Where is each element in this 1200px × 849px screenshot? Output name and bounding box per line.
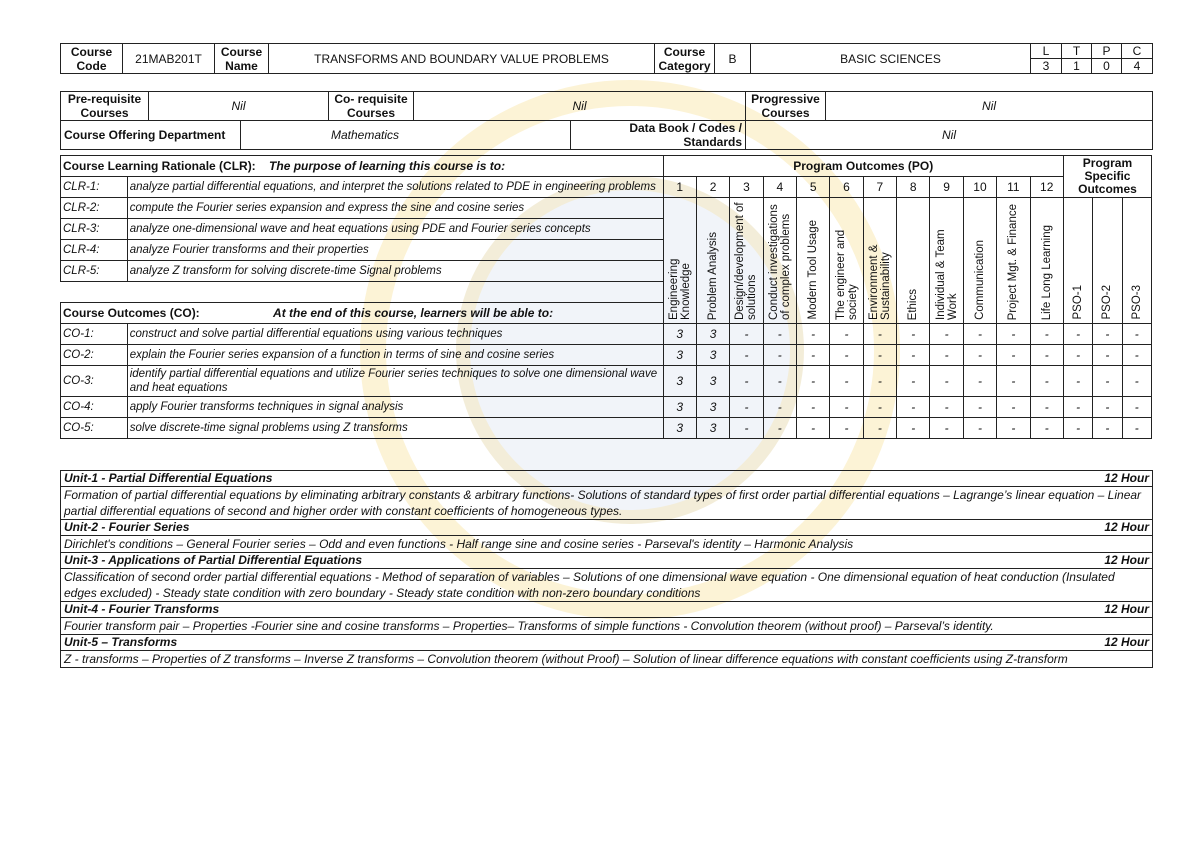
clr-title: Course Learning Rationale (CLR):	[63, 159, 256, 173]
ltpc-label-t: T	[1062, 44, 1092, 59]
co-mapping-cell: -	[1122, 366, 1151, 397]
co-mapping-cell: -	[830, 397, 863, 418]
co-text: identify partial differential equations and utilize Fourier series techniques to solve one dimensional wave and heat equations	[127, 366, 663, 397]
co-mapping-cell: -	[1030, 345, 1063, 366]
co-subtitle: At the end of this course, learners will be able to:	[273, 306, 554, 320]
co-mapping-cell: 3	[696, 397, 729, 418]
co-mapping-cell: -	[1030, 418, 1063, 439]
co-mapping-cell: -	[897, 345, 930, 366]
co-mapping-cell: -	[1122, 345, 1151, 366]
po-number: 9	[930, 177, 963, 198]
po-label: Conduct investigations of complex problems	[763, 198, 796, 324]
unit-hours: 12 Hour	[1071, 635, 1153, 651]
unit-header-row	[61, 635, 1153, 651]
co-mapping-cell: -	[963, 366, 996, 397]
co-code: CO-5:	[61, 418, 128, 439]
co-mapping-cell: -	[1063, 418, 1092, 439]
po-label: Life Long Learning	[1030, 198, 1063, 324]
co-mapping-cell: -	[897, 418, 930, 439]
unit-body: Formation of partial differential equations by eliminating arbitrary constants & arbitrary functions- Solutions of standard types of first order partial differential equations – Lagrange’s linear equation – Linear partial differential equations of second and higher order with constant coefficients of homogeneous types.	[61, 487, 1153, 520]
co-mapping-cell: -	[930, 345, 963, 366]
co-mapping-cell: -	[763, 324, 796, 345]
co-mapping-cell: -	[997, 324, 1030, 345]
po-number: 8	[897, 177, 930, 198]
co-mapping-cell: -	[1093, 366, 1122, 397]
progressive-label: Progressive Courses	[746, 92, 826, 121]
pso-label: PSO-2	[1093, 198, 1122, 324]
course-category: B	[715, 44, 751, 74]
co-mapping-cell: -	[963, 418, 996, 439]
co-text: explain the Fourier series expansion of a function in terms of sine and cosine series	[127, 345, 663, 366]
co-mapping-cell: -	[897, 324, 930, 345]
category-name: BASIC SCIENCES	[751, 44, 1031, 74]
co-mapping-cell: -	[863, 345, 896, 366]
unit-body-row	[61, 487, 1153, 520]
po-number: 5	[796, 177, 829, 198]
co-mapping-cell: -	[1093, 345, 1122, 366]
pso-label: PSO-1	[1063, 198, 1092, 324]
coreq-value: Nil	[414, 92, 746, 121]
clr-code: CLR-4:	[61, 240, 128, 261]
unit-body-row	[61, 536, 1153, 553]
po-number: 6	[830, 177, 863, 198]
co-row	[61, 418, 1152, 439]
co-mapping-cell: -	[830, 345, 863, 366]
po-label: Project Mgt. & Finance	[997, 198, 1030, 324]
co-mapping-cell: 3	[696, 418, 729, 439]
unit-title: Unit-2 - Fourier Series	[61, 520, 1071, 536]
co-code: CO-1:	[61, 324, 128, 345]
co-mapping-cell: 3	[663, 418, 696, 439]
co-mapping-cell: -	[997, 397, 1030, 418]
clr-text: compute the Fourier series expansion and express the sine and cosine series	[127, 198, 663, 219]
clr-text: analyze one-dimensional wave and heat equations using PDE and Fourier series concepts	[127, 219, 663, 240]
unit-body: Dirichlet's conditions – General Fourier series – Odd and even functions - Half range sine and cosine series - Parseval's identity – Harmonic Analysis	[61, 536, 1153, 553]
co-mapping-cell: -	[1030, 366, 1063, 397]
unit-body-row	[61, 569, 1153, 602]
co-mapping-cell: -	[963, 345, 996, 366]
co-mapping-cell: -	[1122, 324, 1151, 345]
co-text: construct and solve partial differential equations using various techniques	[127, 324, 663, 345]
po-number: 4	[763, 177, 796, 198]
unit-header-row	[61, 602, 1153, 618]
po-number: 11	[997, 177, 1030, 198]
clr-code: CLR-1:	[61, 177, 128, 198]
databook-label: Data Book / Codes / Standards	[571, 121, 746, 150]
co-mapping-cell: -	[796, 345, 829, 366]
co-mapping-cell: -	[730, 366, 763, 397]
unit-header-row	[61, 471, 1153, 487]
co-mapping-cell: -	[796, 418, 829, 439]
unit-hours: 12 Hour	[1071, 553, 1153, 569]
po-label: Individual & Team Work	[930, 198, 963, 324]
co-row	[61, 345, 1152, 366]
department-label: Course Offering Department	[61, 121, 241, 150]
coreq-label: Co- requisite Courses	[329, 92, 414, 121]
course-category-label: Course Category	[655, 44, 715, 74]
po-label: Engineering Knowledge	[663, 198, 696, 324]
unit-body: Fourier transform pair – Properties -Fourier sine and cosine transforms – Properties– Transforms of simple functions - Convolution theorem (without proof) – Parseval’s identity.	[61, 618, 1153, 635]
co-mapping-cell: -	[730, 345, 763, 366]
co-mapping-cell: -	[763, 366, 796, 397]
prerequisite-table	[60, 91, 1153, 150]
unit-hours: 12 Hour	[1071, 520, 1153, 536]
co-mapping-cell: -	[1063, 397, 1092, 418]
co-title: Course Outcomes (CO):	[63, 306, 200, 320]
po-label: Modern Tool Usage	[796, 198, 829, 324]
unit-body-row	[61, 651, 1153, 668]
co-mapping-cell: -	[1122, 397, 1151, 418]
clr-text: analyze Z transform for solving discrete-time Signal problems	[127, 261, 663, 282]
clr-text: analyze partial differential equations, and interpret the solutions related to PDE in engineering problems	[127, 177, 663, 198]
unit-body-row	[61, 618, 1153, 635]
spacer-row	[61, 282, 664, 303]
co-mapping-cell: -	[1063, 366, 1092, 397]
co-mapping-cell: -	[1122, 418, 1151, 439]
po-number: 7	[863, 177, 896, 198]
co-text: solve discrete-time signal problems using Z transforms	[127, 418, 663, 439]
co-mapping-cell: -	[930, 324, 963, 345]
co-mapping-cell: -	[930, 397, 963, 418]
po-number: 1	[663, 177, 696, 198]
co-row	[61, 324, 1152, 345]
course-code-label: Course Code	[61, 44, 123, 74]
co-mapping-cell: -	[730, 418, 763, 439]
co-code: CO-4:	[61, 397, 128, 418]
prereq-value: Nil	[149, 92, 329, 121]
po-number: 3	[730, 177, 763, 198]
co-mapping-cell: -	[763, 397, 796, 418]
ltpc-value-l: 3	[1031, 59, 1062, 74]
co-mapping-cell: -	[763, 418, 796, 439]
co-mapping-cell: -	[997, 366, 1030, 397]
unit-hours: 12 Hour	[1071, 602, 1153, 618]
co-mapping-cell: -	[1063, 345, 1092, 366]
co-code: CO-3:	[61, 366, 128, 397]
databook-value: Nil	[746, 121, 1153, 150]
co-mapping-cell: -	[730, 324, 763, 345]
co-mapping-cell: 3	[663, 397, 696, 418]
co-mapping-cell: 3	[663, 366, 696, 397]
ltpc-value-p: 0	[1092, 59, 1122, 74]
co-mapping-cell: -	[997, 345, 1030, 366]
po-number: 2	[696, 177, 729, 198]
unit-header-row	[61, 553, 1153, 569]
po-title: Program Outcomes (PO)	[663, 156, 1063, 177]
co-code: CO-2:	[61, 345, 128, 366]
department-value: Mathematics	[241, 121, 571, 150]
po-label: Design/development of solutions	[730, 198, 763, 324]
clr-purpose: The purpose of learning this course is to:	[269, 159, 506, 173]
clr-code: CLR-2:	[61, 198, 128, 219]
progressive-value: Nil	[826, 92, 1153, 121]
co-mapping-cell: -	[763, 345, 796, 366]
unit-title: Unit-4 - Fourier Transforms	[61, 602, 1071, 618]
co-mapping-cell: -	[1063, 324, 1092, 345]
ltpc-label-p: P	[1092, 44, 1122, 59]
ltpc-value-c: 4	[1122, 59, 1153, 74]
co-mapping-cell: -	[796, 324, 829, 345]
co-header	[61, 303, 664, 324]
po-label: Ethics	[897, 198, 930, 324]
po-label: Communication	[963, 198, 996, 324]
co-row	[61, 366, 1152, 397]
co-mapping-cell: -	[830, 324, 863, 345]
co-mapping-cell: 3	[696, 345, 729, 366]
ltpc-value-t: 1	[1062, 59, 1092, 74]
course-header-table	[60, 43, 1153, 74]
co-mapping-cell: -	[830, 366, 863, 397]
co-rows	[61, 324, 1152, 439]
co-mapping-cell: -	[897, 366, 930, 397]
co-mapping-cell: -	[863, 324, 896, 345]
co-mapping-cell: -	[796, 366, 829, 397]
clr-text: analyze Fourier transforms and their properties	[127, 240, 663, 261]
unit-hours: 12 Hour	[1071, 471, 1153, 487]
co-mapping-cell: -	[730, 397, 763, 418]
co-mapping-cell: -	[830, 418, 863, 439]
units-table	[60, 470, 1153, 668]
co-text: apply Fourier transforms techniques in signal analysis	[127, 397, 663, 418]
unit-title: Unit-5 – Transforms	[61, 635, 1071, 651]
co-mapping-cell: -	[997, 418, 1030, 439]
ltpc-label-l: L	[1031, 44, 1062, 59]
co-mapping-cell: -	[1093, 397, 1122, 418]
co-mapping-cell: -	[1030, 397, 1063, 418]
unit-body: Classification of second order partial differential equations - Method of separation of variables – Solutions of one dimensional wave equation - One dimensional equation of heat conduction (Insulated edges excluded) - Steady state condition with zero boundary - Steady state condition with non-zero boundary conditions	[61, 569, 1153, 602]
unit-body: Z - transforms – Properties of Z transforms – Inverse Z transforms – Convolution theorem (without Proof) – Solution of linear difference equations with constant coefficients using Z-transform	[61, 651, 1153, 668]
co-mapping-cell: -	[863, 397, 896, 418]
unit-header-row	[61, 520, 1153, 536]
outcomes-table	[60, 155, 1152, 439]
co-mapping-cell: -	[930, 418, 963, 439]
co-mapping-cell: -	[963, 397, 996, 418]
co-mapping-cell: -	[1093, 324, 1122, 345]
po-label: The engineer and society	[830, 198, 863, 324]
co-mapping-cell: -	[897, 397, 930, 418]
co-row	[61, 397, 1152, 418]
po-number: 12	[1030, 177, 1063, 198]
co-mapping-cell: -	[1093, 418, 1122, 439]
co-mapping-cell: 3	[663, 345, 696, 366]
co-mapping-cell: -	[863, 418, 896, 439]
clr-header	[61, 156, 664, 177]
clr-code: CLR-3:	[61, 219, 128, 240]
pso-title: Program Specific Outcomes	[1063, 156, 1151, 198]
course-code: 21MAB201T	[123, 44, 215, 74]
pso-label: PSO-3	[1122, 198, 1151, 324]
co-mapping-cell: -	[963, 324, 996, 345]
co-mapping-cell: -	[1030, 324, 1063, 345]
clr-code: CLR-5:	[61, 261, 128, 282]
ltpc-label-c: C	[1122, 44, 1153, 59]
po-label: Problem Analysis	[696, 198, 729, 324]
co-mapping-cell: -	[796, 397, 829, 418]
unit-title: Unit-3 - Applications of Partial Differential Equations	[61, 553, 1071, 569]
prereq-label: Pre-requisite Courses	[61, 92, 149, 121]
unit-title: Unit-1 - Partial Differential Equations	[61, 471, 1071, 487]
co-mapping-cell: 3	[663, 324, 696, 345]
co-mapping-cell: 3	[696, 324, 729, 345]
co-mapping-cell: -	[930, 366, 963, 397]
po-label: Environment & Sustainability	[863, 198, 896, 324]
po-number: 10	[963, 177, 996, 198]
course-name-label: Course Name	[215, 44, 269, 74]
co-mapping-cell: -	[863, 366, 896, 397]
course-name: TRANSFORMS AND BOUNDARY VALUE PROBLEMS	[269, 44, 655, 74]
co-mapping-cell: 3	[696, 366, 729, 397]
